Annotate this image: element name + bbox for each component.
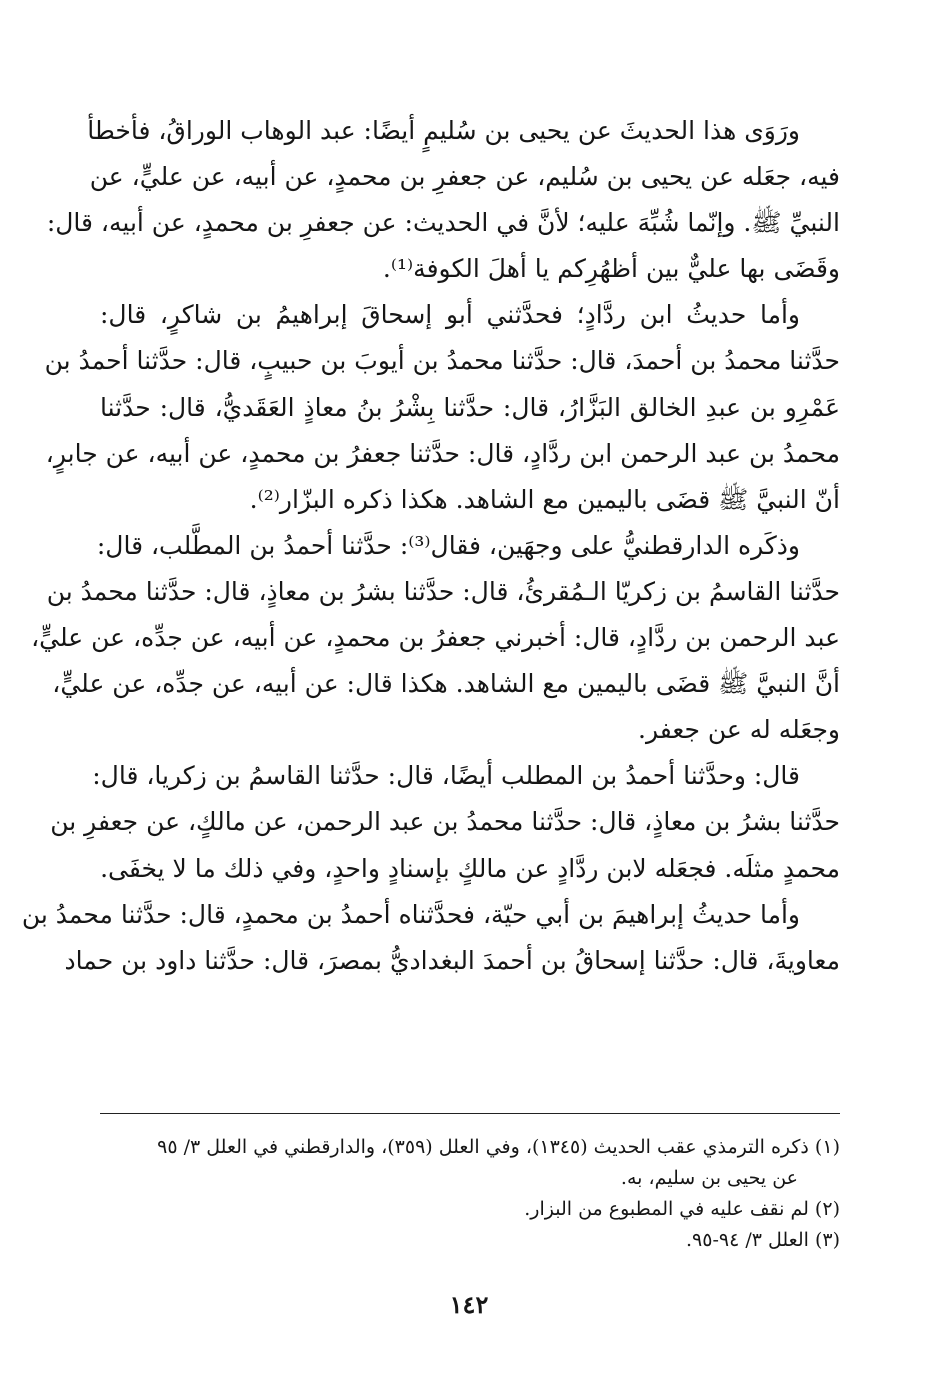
text-line: وجعَله له عن جعفر. bbox=[638, 715, 840, 745]
text-line: حدَّثنا القاسمُ بن زكريّا الـمُقرئُ، قال: حدَّثنا بشرُ بن معاذٍ، قال: حدَّثنا محمدُ بن bbox=[46, 576, 840, 606]
text-line: معاويةَ، قال: حدَّثنا إسحاقُ بن أحمدَ البغداديُّ بمصرَ، قال: حدَّثنا داود بن حماد bbox=[64, 945, 840, 975]
text-line: النبيِّ ﷺ. وإنّما شُبِّهَ عليه؛ لأنَّ في الحديث: عن جعفرِ بن محمدٍ، عن أبيه، قال: bbox=[46, 208, 840, 238]
text-line: قال: وحدَّثنا أحمدُ بن المطلب أيضًا، قال: حدَّثنا القاسمُ بن زكريا، قال: bbox=[92, 761, 800, 791]
text-line: عبد الرحمن بن ردَّادٍ، قال: أخبرني جعفرُ بن محمدٍ، عن أبيه، عن جدِّه، عن عليٍّ، bbox=[31, 623, 840, 653]
text-line: وذكَره الدارقطنيُّ على وجهَين، فقال⁽³⁾: حدَّثنا أحمدُ بن المطَّلب، قال: bbox=[96, 530, 800, 560]
text-line: وأما حديثُ إبراهيمَ بن أبي حيّة، فحدَّثناه أحمدُ بن محمدٍ، قال: حدَّثنا محمدُ بن bbox=[21, 899, 800, 929]
text-line: حدَّثنا بشرُ بن معاذٍ، قال: حدَّثنا محمدُ بن عبد الرحمن، عن مالكٍ، عن جعفرِ بن bbox=[50, 807, 840, 837]
footnote-separator bbox=[100, 1113, 840, 1114]
body-text-block bbox=[21, 108, 840, 984]
main-text bbox=[21, 108, 840, 984]
text-line: أنَّ النبيَّ ﷺ قضَى باليمين مع الشاهد. هكذا قال: عن أبيه، عن جدِّه، عن عليٍّ، bbox=[52, 669, 840, 699]
page-number: ١٤٢ bbox=[449, 1290, 489, 1319]
text-line: أنّ النبيَّ ﷺ قضَى باليمين مع الشاهد. هكذا ذكره البزّار⁽²⁾. bbox=[249, 484, 840, 514]
footnote-line: (١) ذكره الترمذي عقب الحديث (١٣٤٥)، وفي العلل (٣٥٩)، والدارقطني في العلل ٣/ ٩٥ bbox=[157, 1136, 840, 1158]
footnote-line: (٣) العلل ٣/ ٩٤-٩٥. bbox=[685, 1229, 840, 1251]
text-line: وأما حديثُ ابن ردَّادٍ؛ فحدَّثني أبو إسحاقَ إبراهيمُ بن شاكرٍ، قال: bbox=[100, 300, 800, 330]
text-line: محمدٍ مثلَه. فجعَله لابن ردَّادٍ عن مالكٍ بإسنادٍ واحدٍ، وفي ذلك ما لا يخفَى. bbox=[100, 853, 840, 883]
text-line: حدَّثنا محمدُ بن أحمدَ، قال: حدَّثنا محمدُ بن أيوبَ بن حبيبٍ، قال: حدَّثنا أحمدُ بن bbox=[44, 346, 840, 376]
text-line: فيه، جعَله عن يحيى بن سُليم، عن جعفرِ بن محمدٍ، عن أبيه، عن عليٍّ، عن bbox=[89, 162, 840, 192]
text-line: عَمْرِو بن عبدِ الخالق البَزَّارُ، قال: حدَّثنا بِشْرُ بنُ معاذٍ العَقَديُّ، قال: حدَّثنا bbox=[100, 392, 840, 422]
footnote-line: (٢) لم نقف عليه في المطبوع من البزار. bbox=[524, 1198, 840, 1220]
text-line: وقَضَى بها عليٌّ بين أظهُرِكم يا أهلَ الكوفة⁽¹⁾. bbox=[382, 254, 840, 284]
text-line: ورَوَى هذا الحديثَ عن يحيى بن سُليمٍ أيضًا: عبد الوهاب الوراقُ، فأخطأ bbox=[87, 116, 800, 145]
footnotes-block bbox=[100, 1132, 840, 1256]
text-line: محمدُ بن عبد الرحمن ابن ردَّادٍ، قال: حدَّثنا جعفرُ بن محمدٍ، عن أبيه، عن جابرٍ، bbox=[45, 438, 840, 468]
footnote-line: عن يحيى بن سليم، به. bbox=[620, 1167, 798, 1189]
